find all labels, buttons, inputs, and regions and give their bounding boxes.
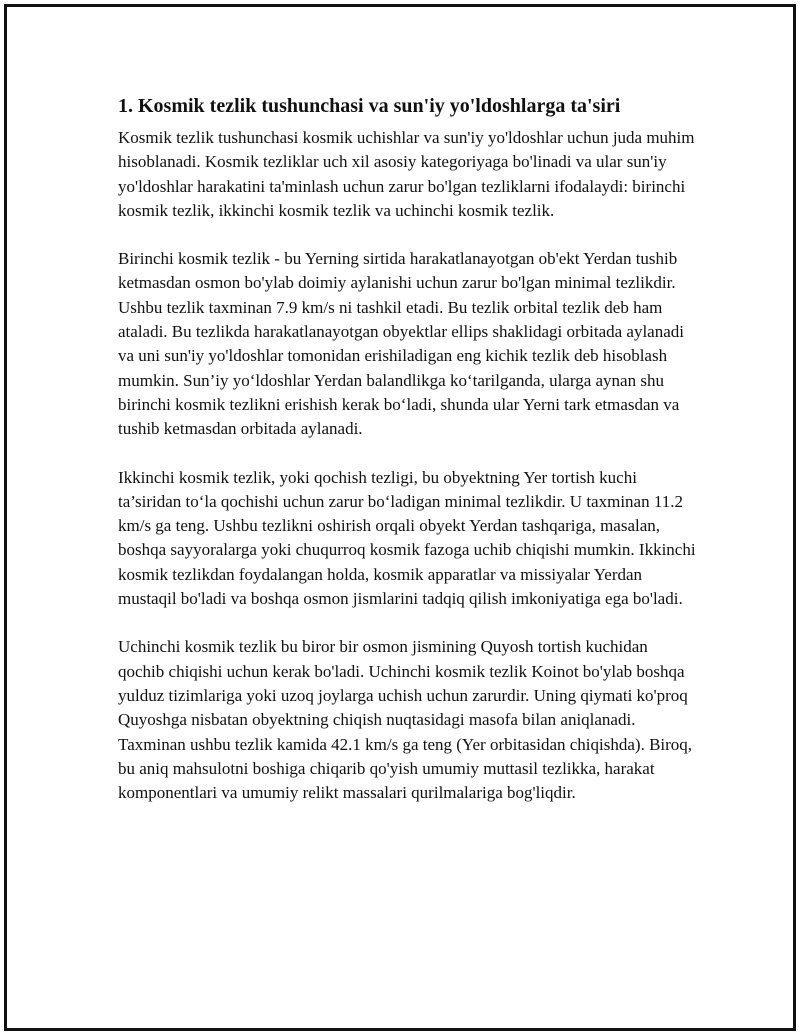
section-heading: 1. Kosmik tezlik tushunchasi va sun'iy yo'ldoshlarga ta'siri <box>118 95 621 117</box>
paragraph-intro: Kosmik tezlik tushunchasi kosmik uchishlar va sun'iy yo'ldoshlar uchun juda muhim hisoblanadi. Kosmik tezliklar uch xil asosiy kategoriyaga bo'linadi va ular sun'iy yo'ldoshlar harakatini ta'minlash uchun zarur bo'lgan tezliklarni ifodalaydi: birinchi kosmik tezlik, ikkinchi kosmik tezlik va uchinchi kosmik tezlik. <box>118 128 695 220</box>
paragraph-second-cosmic-velocity: Ikkinchi kosmik tezlik, yoki qochish tezligi, bu obyektning Yer tortish kuchi ta’siridan to‘la qochishi uchun zarur bo‘ladigan minimal tezlikdir. U taxminan 11.2 km/s ga teng. Ushbu tezlikni oshirish orqali obyekt Yerdan tashqariga, masalan, boshqa sayyoralarga yoki chuqurroq kosmik fazoga uchib chiqishi mumkin. Ikkinchi kosmik tezlikdan foydalangan holda, kosmik apparatlar va missiyalar Yerdan mustaqil bo'ladi va boshqa osmon jismlarini tadqiq qilish imkoniyatiga ega bo'ladi. <box>118 467 696 609</box>
paragraph-third-cosmic-velocity: Uchinchi kosmik tezlik bu biror bir osmon jismining Quyosh tortish kuchidan qochib chiqishi uchun kerak bo'ladi. Uchinchi kosmik tezlik Koinot bo'ylab boshqa yulduz tizimlariga yoki uzoq joylarga uchish uchun zarurdir. Uning qiymati ko'proq Quyoshga nisbatan obyektning chiqish nuqtasidagi masofa bilan aniqlanadi. Taxminan ushbu tezlik kamida 42.1 km/s ga teng (Yer orbitasidan chiqishda). Biroq, bu aniq mahsulotni boshiga chiqarib qo'yish umumiy muttasil tezlikka, harakat komponentlari va umumiy relikt massalari qurilmalariga bog'liqdir. <box>118 637 693 803</box>
paragraph-first-cosmic-velocity: Birinchi kosmik tezlik - bu Yerning sirtida harakatlanayotgan ob'ekt Yerdan tushib ketmasdan osmon bo'ylab doimiy aylanishi uchun zarur bo'lgan minimal tezlikdir. Ushbu tezlik taxminan 7.9 km/s ni tashkil etadi. Bu tezlik orbital tezlik deb ham ataladi. Bu tezlikda harakatlanayotgan obyektlar ellips shaklidagi orbitada aylanadi va uni sun'iy yo'ldoshlar tomonidan erishiladigan eng kichik tezlik deb hisoblash mumkin. Sun’iy yo‘ldoshlar Yerdan balandlikga ko‘tarilganda, ularga aynan shu birinchi kosmik tezlikni erishish kerak bo‘ladi, shunda ular Yerni tark etmasdan va tushib ketmasdan orbitada aylanadi. <box>118 249 684 439</box>
document-body <box>118 92 698 829</box>
